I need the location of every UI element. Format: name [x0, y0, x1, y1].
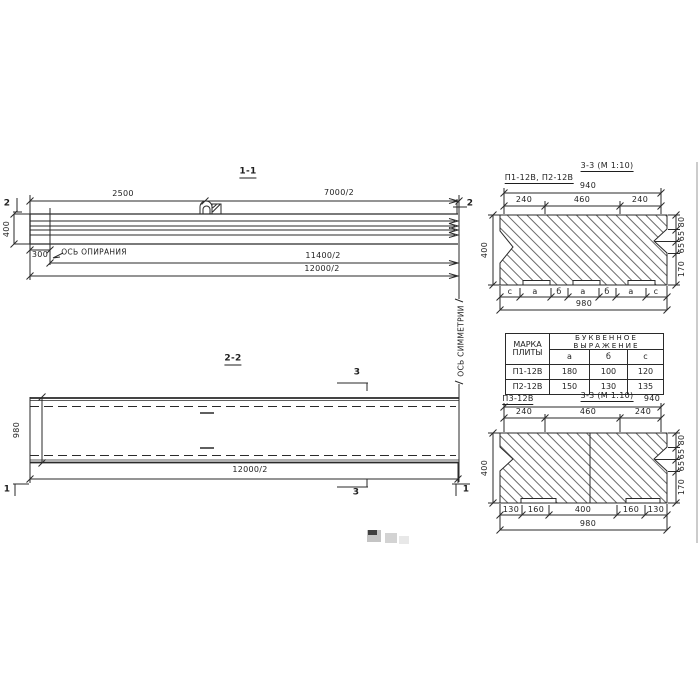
table-col-b: б	[590, 350, 628, 365]
sb-dim-80: 80	[677, 434, 686, 446]
table-cell-p2-a: 150	[550, 380, 590, 395]
sb-dim-170: 170	[677, 478, 686, 496]
section-bottom-label: П3-12В	[502, 394, 534, 403]
st-dim-460: 460	[573, 195, 591, 204]
sb-dim-240-right: 240	[634, 407, 652, 416]
section-bottom-title: 3-3 (М 1:10)	[580, 391, 634, 400]
st-dim-80: 80	[677, 216, 686, 228]
st-dim-65b: 65	[677, 242, 686, 254]
table-header-mark	[506, 334, 550, 365]
plate-parameter-table	[505, 333, 664, 395]
table-cell-p2-b: 130	[590, 380, 628, 395]
table-row	[506, 365, 664, 380]
plan-view	[13, 383, 470, 496]
table-cell-mark-p2: П2-12В	[506, 380, 550, 395]
st-dim-940: 940	[579, 181, 597, 190]
sb-dim-400: 400	[480, 459, 489, 477]
st-dim-240-right: 240	[631, 195, 649, 204]
dim-300: 300	[31, 250, 49, 259]
table-cell-p1-c: 120	[628, 365, 664, 380]
dim-7000-2: 7000/2	[324, 188, 354, 197]
sb-dim-160-left: 160	[527, 505, 545, 514]
elevation-view	[13, 195, 467, 280]
sb-dim-460: 460	[579, 407, 597, 416]
st-letter-a3: а	[628, 287, 634, 296]
section-1-1-label: 1-1	[239, 166, 257, 177]
sb-dim-130-left: 130	[502, 505, 520, 514]
sb-dim-940: 940	[643, 394, 661, 403]
st-letter-a1: а	[532, 287, 538, 296]
symmetry-axis-label: ОСЬ СИММЕТРИИ	[456, 305, 466, 377]
st-letter-a2: а	[580, 287, 586, 296]
dim-980-plan: 980	[12, 421, 21, 439]
dim-400-elevation: 400	[2, 220, 11, 238]
st-dim-980: 980	[575, 299, 593, 308]
sb-dim-980: 980	[579, 519, 597, 528]
table-header-expression: БУКВЕННОЕ ВЫРАЖЕНИЕ	[550, 334, 664, 350]
table-header-mark-line2: ПЛИТЫ	[512, 348, 543, 357]
table-cell-mark-p1: П1-12В	[506, 365, 550, 380]
cut-marker-2-left: 2	[3, 198, 11, 209]
sb-dim-130-right: 130	[647, 505, 665, 514]
dim-12000-2-elevation: 12000/2	[304, 264, 340, 273]
support-axis-label: ОСЬ ОПИРАНИЯ	[61, 247, 127, 257]
table-cell-p2-c: 135	[628, 380, 664, 395]
scan-smudges	[367, 530, 409, 544]
table-cell-p1-a: 180	[550, 365, 590, 380]
section-2-2-label: 2-2	[224, 353, 242, 364]
st-dim-400: 400	[480, 241, 489, 259]
st-letter-c2: с	[653, 287, 659, 296]
st-letter-b1: б	[556, 287, 562, 296]
table-col-a: а	[550, 350, 590, 365]
sb-dim-160-right: 160	[622, 505, 640, 514]
sb-dim-65a: 65	[677, 448, 686, 460]
cut-marker-1-right: 1	[462, 484, 470, 495]
cut-marker-3-bottom: 3	[352, 487, 360, 498]
sb-dim-65b: 65	[677, 460, 686, 472]
st-letter-c1: с	[507, 287, 513, 296]
st-dim-65a: 65	[677, 230, 686, 242]
dim-11400-2: 11400/2	[305, 251, 341, 260]
table-col-c: с	[628, 350, 664, 365]
table-cell-p1-b: 100	[590, 365, 628, 380]
st-letter-b2: б	[604, 287, 610, 296]
section-top-title: 3-3 (М 1:10)	[580, 161, 634, 170]
cut-marker-3-top: 3	[353, 367, 361, 378]
st-dim-170: 170	[677, 260, 686, 278]
dim-12000-2-plan: 12000/2	[232, 465, 268, 474]
st-dim-240-left: 240	[515, 195, 533, 204]
table-header-mark-line1: МАРКА	[513, 340, 542, 349]
sb-dim-400-mid: 400	[574, 505, 592, 514]
cut-marker-1-left: 1	[3, 484, 11, 495]
cut-marker-2-right: 2	[466, 198, 474, 209]
sb-dim-240-left: 240	[515, 407, 533, 416]
dim-2500: 2500	[112, 189, 134, 198]
section-top-subtitle: П1-12В, П2-12В	[504, 173, 574, 182]
